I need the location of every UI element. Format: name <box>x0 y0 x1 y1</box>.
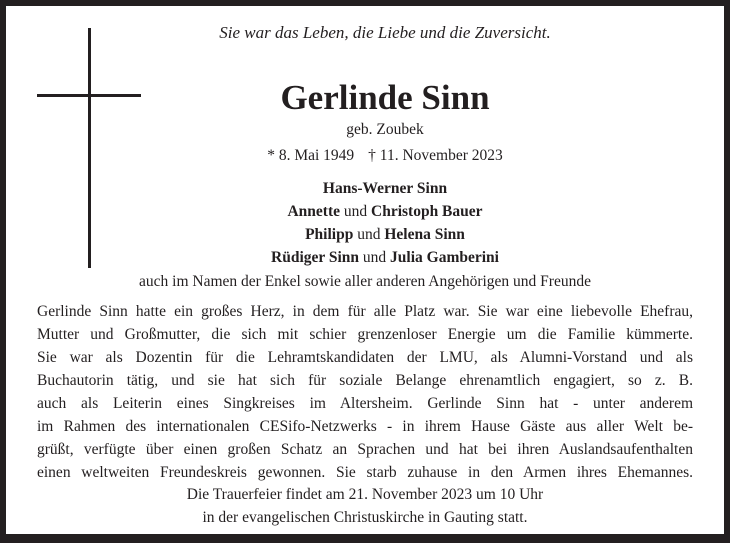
motto: Sie war das Leben, die Liebe und die Zuversicht. <box>219 23 551 42</box>
paragraph-line: Sie war als Dozentin für die Lehramtskandidaten der LMU, als Alumni-Vorstand und als <box>37 349 693 366</box>
paragraph-line: im Rahmen des internationalen CESifo-Netzwerks - in ihrem Hause Gäste aus aller Welt be- <box>37 418 693 435</box>
also-on-behalf: auch im Namen der Enkel sowie aller anderen Angehörigen und Freunde <box>139 273 591 290</box>
family-line <box>6 203 724 221</box>
mourner: Annette <box>287 203 340 220</box>
obituary-notice <box>6 6 724 534</box>
family-line <box>6 180 724 198</box>
paragraph-line: Mutter und Großmutter, die sich mit schier grenzenloser Energie um die Familie kümmerte. <box>37 326 693 343</box>
tribute-paragraph <box>37 300 693 484</box>
paragraph-line: Gerlinde Sinn hatte ein großes Herz, in dem für alle Platz war. Sie war eine liebevolle Ehefrau, <box>37 303 693 320</box>
mourner: Hans-Werner Sinn <box>322 180 448 197</box>
conjunction: und <box>362 249 387 266</box>
funeral-info: Die Trauerfeier findet am 21. November 2023 um 10 Uhr <box>186 486 544 503</box>
mourner: Julia Gamberini <box>390 249 499 266</box>
paragraph-line: auch als Leiterin eines Singkreises im Altersheim. Gerlinde Sinn hat - unter anderem <box>37 395 693 412</box>
family-line <box>6 249 724 267</box>
paragraph-line: grüßt, verfügte über einen großen Schatz an Sprachen und hat bei ihren Auslandsaufenthalten <box>37 441 693 458</box>
birth-date: * 8. Mai 1949 <box>267 147 355 164</box>
life-dates <box>6 147 724 165</box>
mourner: Philipp <box>305 226 354 243</box>
family-line <box>6 226 724 244</box>
death-date: † 11. November 2023 <box>368 147 503 164</box>
conjunction: und <box>343 203 368 220</box>
funeral-location: in der evangelischen Christuskirche in Gauting statt. <box>202 509 528 526</box>
deceased-name: Gerlinde Sinn <box>280 78 490 117</box>
paragraph-line: einen weltweiten Freundeskreis gewonnen. Sie starb zuhause in den Armen ihres Ehemannes. <box>37 464 693 481</box>
conjunction: und <box>357 226 381 243</box>
paragraph-line: Buchautorin tätig, und sie hat sich für soziale Belange ehrenamtlich engagiert, so z. B. <box>37 372 693 389</box>
mourner: Christoph Bauer <box>371 203 483 220</box>
born-name: geb. Zoubek <box>346 121 424 138</box>
mourner: Helena Sinn <box>384 226 465 243</box>
mourner: Rüdiger Sinn <box>271 249 360 266</box>
